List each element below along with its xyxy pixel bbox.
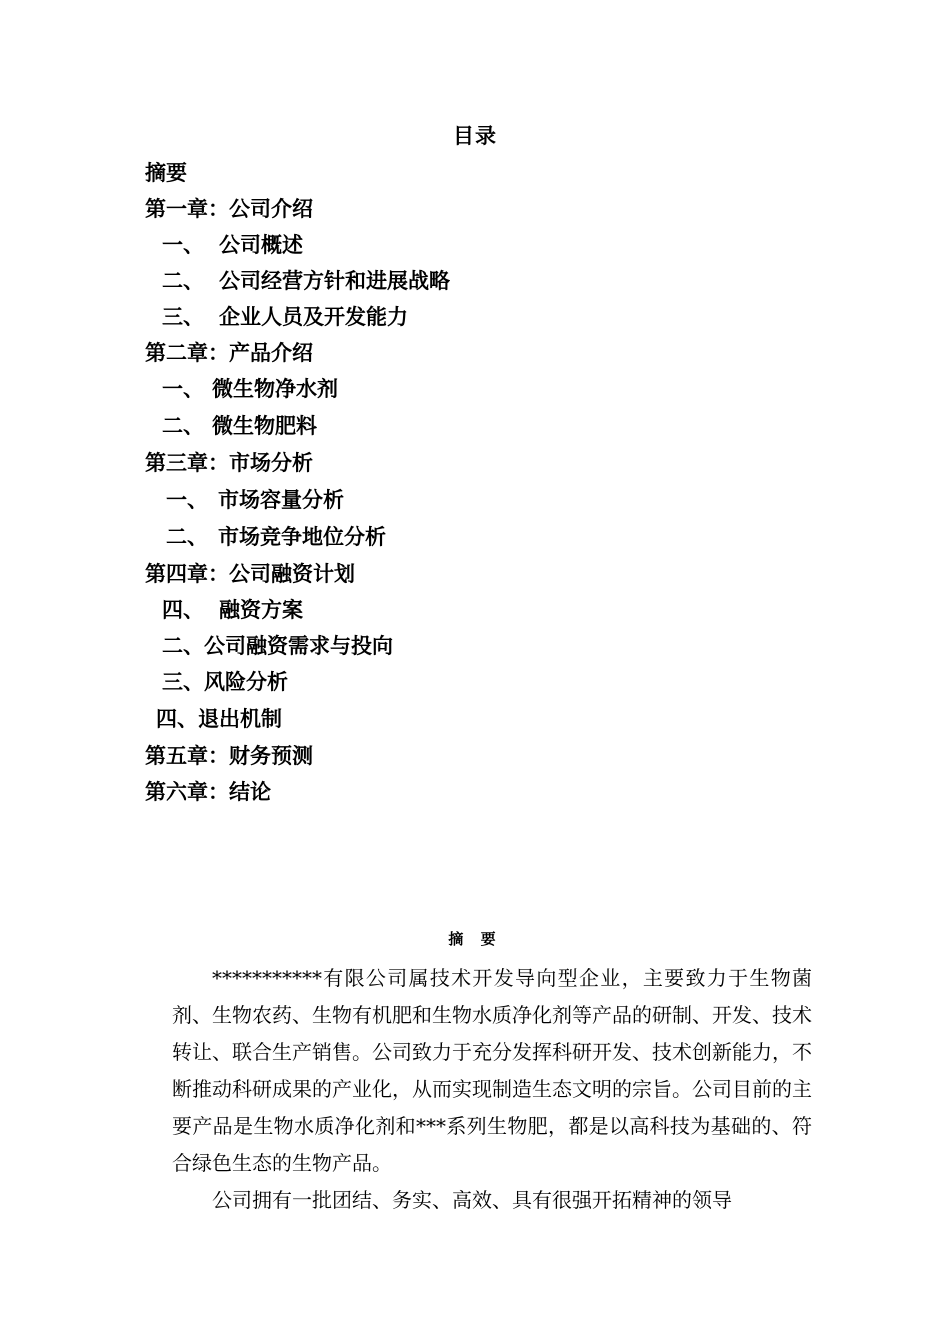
toc-item-text: 第一章：公司介绍 xyxy=(145,196,313,221)
toc-item-text: 第五章：财务预测 xyxy=(145,743,313,768)
toc-item-4-2[interactable] xyxy=(162,631,393,661)
toc-item-text: 微生物肥料 xyxy=(212,413,317,438)
toc-item-text: 第六章：结论 xyxy=(145,779,271,804)
toc-item-number: 二、 xyxy=(162,413,204,438)
toc-item-number: 二、 xyxy=(166,524,208,549)
toc-item-4-4[interactable] xyxy=(156,704,282,734)
toc-item-text: 市场竞争地位分析 xyxy=(218,524,386,549)
abstract-paragraph: 公司拥有一批团结、务实、高效、具有很强开拓精神的领导 xyxy=(212,1188,732,1212)
toc-item-1-2[interactable] xyxy=(162,266,450,296)
toc-item-2-1[interactable] xyxy=(162,374,338,404)
toc-item-1-3[interactable] xyxy=(162,302,408,332)
toc-item-text: 市场容量分析 xyxy=(218,487,344,512)
toc-item-4-3[interactable] xyxy=(162,667,288,697)
toc-item-text: 企业人员及开发能力 xyxy=(219,304,408,329)
toc-item-text: 二、公司融资需求与投向 xyxy=(162,633,393,658)
toc-item-text: 四、退出机制 xyxy=(156,706,282,731)
abstract-paragraph: ***********有限公司属技术开发导向型企业，主要致力于生物菌剂、生物农药、生物有机肥和生物水质净化剂等产品的研制、开发、技术转让、联合生产销售。公司致力于充分发挥科研开发、技术创新能力，不断推动科研成果的产业化，从而实现制造生态文明的宗旨。公司目前的主要产品是生物水质净化剂和***系列生物肥，都是以高科技为基础的、符合绿色生态的生物产品。 xyxy=(172,966,812,1175)
toc-item-text: 第二章：产品介绍 xyxy=(145,340,313,365)
toc-item-number: 二、 xyxy=(162,268,204,293)
toc-item-chapter-1[interactable] xyxy=(145,194,313,224)
toc-item-text: 第四章：公司融资计划 xyxy=(145,561,355,586)
toc-item-text: 第三章：市场分析 xyxy=(145,450,313,475)
toc-item-chapter-3[interactable] xyxy=(145,448,313,478)
toc-item-text: 微生物净水剂 xyxy=(212,376,338,401)
toc-item-number: 三、 xyxy=(162,304,204,329)
toc-item-number: 一、 xyxy=(162,376,204,401)
toc-title: 目录 xyxy=(453,123,497,148)
toc-item-1-1[interactable] xyxy=(162,230,303,260)
toc-item-number: 四、 xyxy=(162,597,204,622)
toc-item-4-1[interactable] xyxy=(162,595,303,625)
toc-item-number: 一、 xyxy=(166,487,208,512)
toc-item-text: 公司经营方针和进展战略 xyxy=(219,268,450,293)
toc-item-number: 一、 xyxy=(162,232,204,257)
toc-item-3-1[interactable] xyxy=(166,485,344,515)
toc-item-text: 公司概述 xyxy=(219,232,303,257)
toc-item-chapter-6[interactable] xyxy=(145,777,271,807)
toc-item-text: 融资方案 xyxy=(219,597,303,622)
toc-item-text: 摘要 xyxy=(145,160,187,185)
toc-item-chapter-2[interactable] xyxy=(145,338,313,368)
abstract-body xyxy=(172,960,812,1219)
toc-item-text: 三、风险分析 xyxy=(162,669,288,694)
toc-item-2-2[interactable] xyxy=(162,411,317,441)
toc-item-chapter-5[interactable] xyxy=(145,741,313,771)
toc-item-3-2[interactable] xyxy=(166,522,386,552)
abstract-title: 摘 要 xyxy=(448,930,502,948)
toc-item-chapter-4[interactable] xyxy=(145,559,355,589)
toc-item-abstract[interactable] xyxy=(145,158,187,188)
